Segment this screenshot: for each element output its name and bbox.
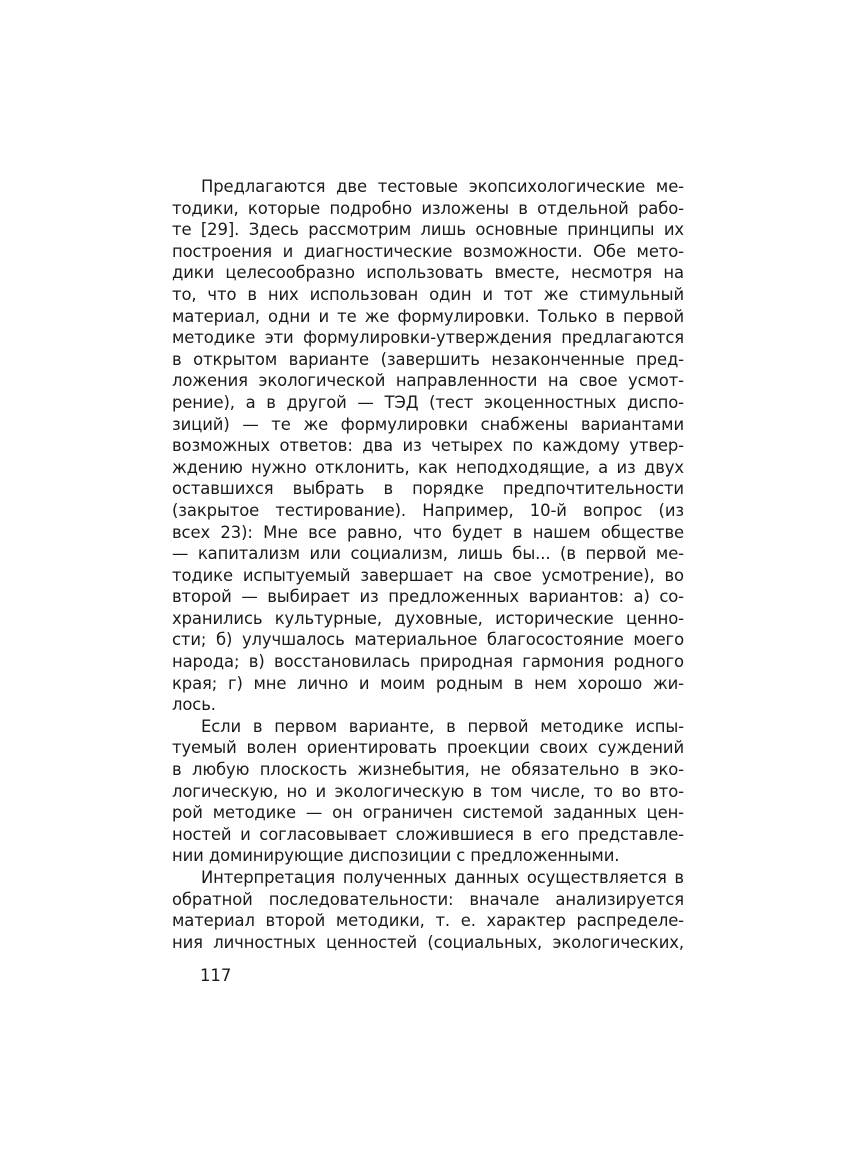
text-line: народа; в) восстановилась природная гармония родного: [172, 652, 684, 672]
text-line: те [29]. Здесь рассмотрим лишь основные принципы их: [172, 220, 684, 240]
paragraph-1: [172, 176, 684, 716]
text-line: тодике испытуемый завершает на свое усмотрение), во: [172, 565, 684, 585]
page-body: [172, 176, 684, 953]
text-line: логическую, но и экологическую в том числе, то во вто-: [172, 781, 684, 801]
text-line: тодики, которые подробно изложены в отдельной рабо-: [172, 198, 684, 218]
text-line: края; г) мне лично и моим родным в нем хорошо жи-: [172, 673, 684, 693]
text-line: нии доминирующие диспозиции с предложенными.: [172, 846, 620, 866]
text-line: зиций) — те же формулировки снабжены вариантами: [172, 414, 684, 434]
text-line: Если в первом варианте, в первой методике испы-: [201, 716, 684, 736]
text-line: оставшихся выбрать в порядке предпочтительности: [172, 479, 684, 499]
text-line: в любую плоскость жизнебытия, не обязательно в эко-: [172, 760, 684, 780]
text-line: Интерпретация полученных данных осуществляется в: [201, 868, 684, 887]
text-line: методике эти формулировки-утверждения предлагаются: [172, 328, 684, 348]
text-line: ждению нужно отклонить, как неподходящие, а из двух: [172, 457, 684, 477]
text-line: возможных ответов: два из четырех по каждому утвер-: [172, 436, 684, 456]
text-line: всех 23): Мне все равно, что будет в нашем обществе: [172, 522, 684, 542]
text-line: ния личностных ценностей (социальных, экологических,: [172, 932, 684, 952]
text-line: материал, одни и те же формулировки. Только в первой: [172, 306, 684, 326]
paragraph-2: [172, 716, 684, 867]
text-line: рение), а в другой — ТЭД (тест экоценностных диспо-: [172, 392, 684, 412]
text-line: обратной последовательности: вначале анализируется: [172, 889, 684, 909]
text-line: рой методике — он ограничен системой заданных цен-: [172, 803, 684, 823]
text-line: лось.: [172, 695, 216, 715]
text-line: ложения экологической направленности на свое усмот-: [172, 371, 684, 391]
text-line: хранились культурные, духовные, исторические ценно-: [172, 608, 684, 628]
page-number: 117: [200, 966, 232, 985]
text-line: дики целесообразно использовать вместе, несмотря на: [172, 263, 684, 283]
text-line: то, что в них использован один и тот же стимульный: [172, 284, 684, 304]
text-line: — капитализм или социализм, лишь бы... (в первой ме-: [172, 544, 684, 564]
text-line: второй — выбирает из предложенных вариантов: а) со-: [172, 587, 684, 607]
text-line: туемый волен ориентировать проекции своих суждений: [172, 738, 684, 758]
text-line: ностей и согласовывает сложившиеся в его представле-: [172, 824, 684, 844]
text-line: Предлагаются две тестовые экопсихологические ме-: [201, 177, 684, 196]
text-line: в открытом варианте (завершить незаконченные пред-: [172, 349, 684, 369]
text-line: сти; б) улучшалось материальное благосостояние моего: [172, 630, 684, 650]
text-line: построения и диагностические возможности. Обе мето-: [172, 241, 684, 261]
text-line: материал второй методики, т. е. характер распределе-: [172, 911, 684, 931]
text-line: (закрытое тестирование). Например, 10-й вопрос (из: [172, 500, 684, 520]
paragraph-3: [172, 867, 684, 953]
